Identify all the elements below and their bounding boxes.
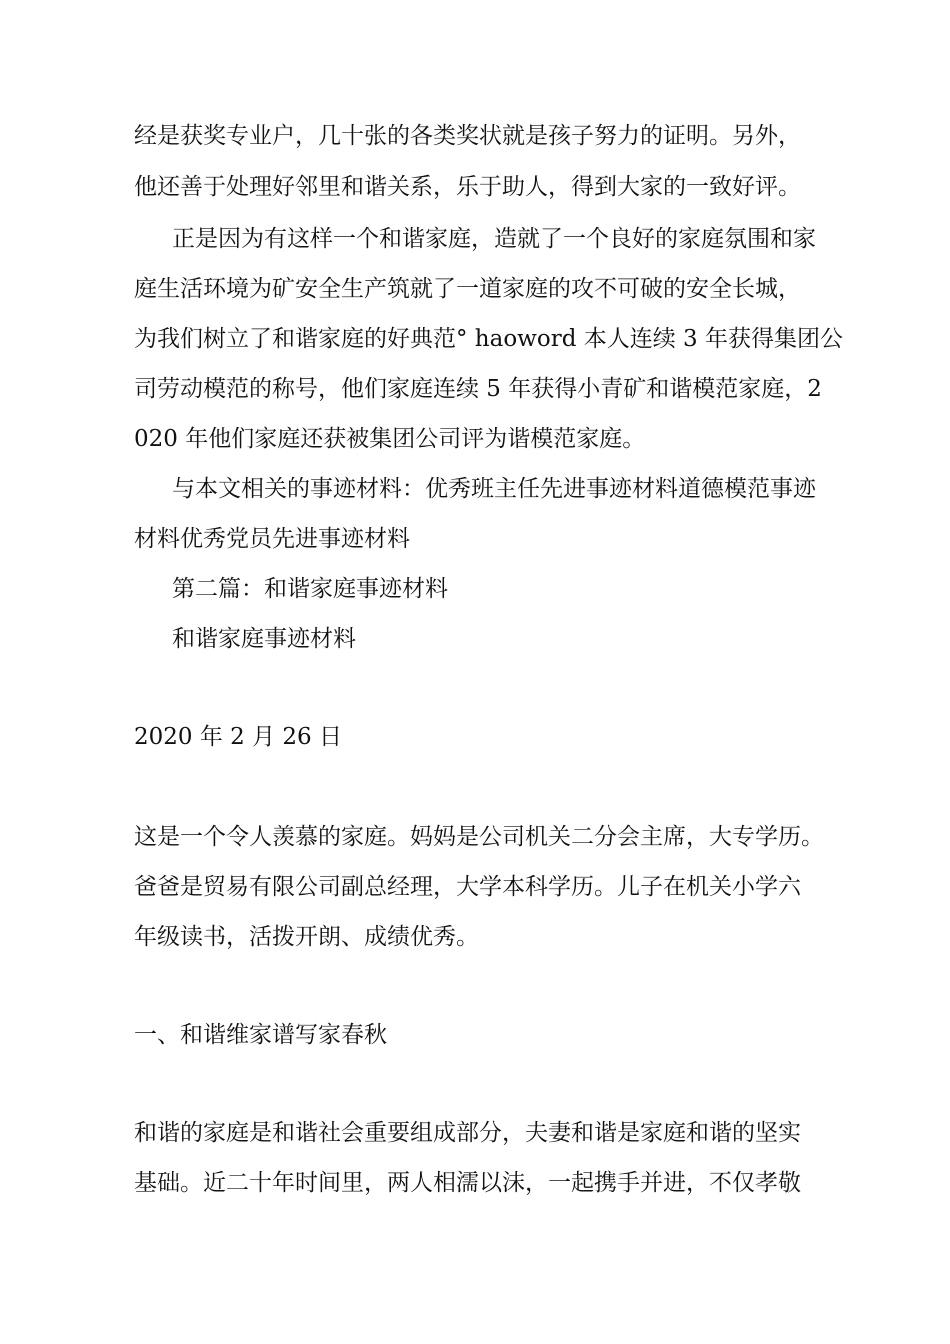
section-heading: 一、和谐维家谱写家春秋: [134, 1022, 387, 1048]
text-line: 庭生活环境为矿安全生产筑就了一道家庭的攻不可破的安全长城，: [134, 276, 801, 302]
text-line: 爸爸是贸易有限公司副总经理，大学本科学历。儿子在机关小学六: [134, 874, 801, 900]
text-line: 他还善于处理好邻里和谐关系，乐于助人，得到大家的一致好评。: [134, 174, 801, 200]
text-line: 司劳动模范的称号，他们家庭连续 5 年获得小青矿和谐模范家庭，2: [134, 376, 822, 402]
text-line: 经是获奖专业户，几十张的各类奖状就是孩子努力的证明。另外，: [134, 123, 801, 149]
text-line: 为我们树立了和谐家庭的好典范° haoword 本人连续 3 年获得集团公: [134, 326, 844, 352]
text-line: 和谐的家庭是和谐社会重要组成部分，夫妻和谐是家庭和谐的坚实: [134, 1120, 801, 1146]
document-date: 2020 年 2 月 26 日: [134, 724, 342, 750]
text-line: 材料优秀党员先进事迹材料: [134, 526, 410, 552]
text-line: 020 年他们家庭还获被集团公司评为谐模范家庭。: [134, 426, 646, 452]
text-line: 与本文相关的事迹材料：优秀班主任先进事迹材料道德模范事迹: [172, 476, 816, 502]
text-line: 正是因为有这样一个和谐家庭，造就了一个良好的家庭氛围和家: [172, 226, 816, 252]
text-line: 年级读书，活拨开朗、成绩优秀。: [134, 924, 479, 950]
text-line: 基础。近二十年时间里，两人相濡以沫，一起携手并进，不仅孝敬: [134, 1170, 801, 1196]
section-heading: 第二篇：和谐家庭事迹材料: [172, 576, 448, 602]
text-line: 这是一个令人羡慕的家庭。妈妈是公司机关二分会主席，大专学历。: [134, 824, 824, 850]
document-title: 和谐家庭事迹材料: [172, 626, 356, 652]
